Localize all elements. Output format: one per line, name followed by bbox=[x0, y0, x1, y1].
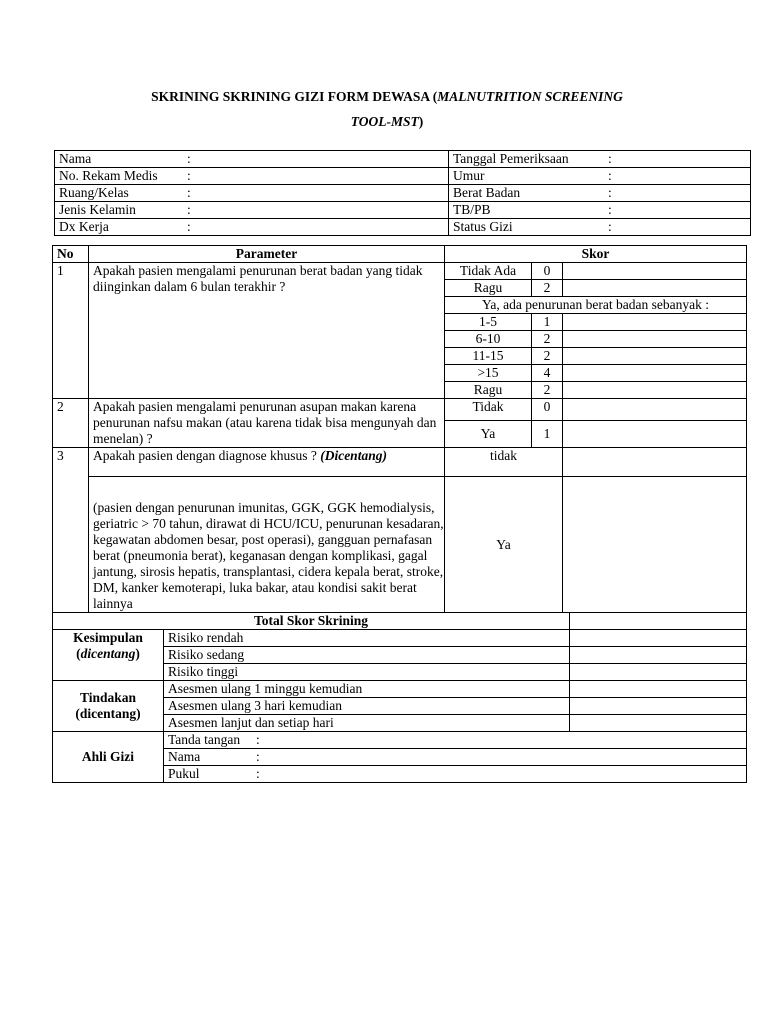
tindakan-check[interactable] bbox=[570, 715, 747, 732]
gender-field[interactable]: Jenis Kelamin : bbox=[55, 202, 449, 219]
kesimpulan-check[interactable] bbox=[570, 630, 747, 647]
q1-number: 1 bbox=[53, 263, 89, 399]
q1-range-score: 2 bbox=[532, 348, 563, 365]
weight-field[interactable]: Berat Badan : bbox=[449, 185, 751, 202]
time-field[interactable]: Pukul : bbox=[164, 766, 747, 783]
q1-range-check[interactable] bbox=[563, 365, 747, 382]
q3-check-tidak[interactable] bbox=[563, 448, 747, 477]
medical-record-field[interactable]: No. Rekam Medis : bbox=[55, 168, 449, 185]
kesimpulan-label: Kesimpulan (dicentang) bbox=[53, 630, 164, 681]
q1-range-check[interactable] bbox=[563, 314, 747, 331]
q1-text: Apakah pasien mengalami penurunan berat badan yang tidak diinginkan dalam 6 bulan terakhir ? bbox=[89, 263, 445, 399]
title-line1-italic: MALNUTRITION SCREENING bbox=[437, 89, 623, 104]
q1-check-tidak-ada[interactable] bbox=[563, 263, 747, 280]
q2-score-ya: 1 bbox=[532, 420, 563, 447]
header-row bbox=[53, 246, 747, 263]
signature-field[interactable]: Tanda tangan : bbox=[164, 732, 747, 749]
q1-range-check[interactable] bbox=[563, 382, 747, 399]
tindakan-item: Asesmen ulang 3 hari kemudian bbox=[164, 698, 570, 715]
title-line1-plain: SKRINING SKRINING GIZI FORM DEWASA ( bbox=[151, 89, 438, 104]
screening-table bbox=[52, 245, 747, 783]
q3-detail: (pasien dengan penurunan imunitas, GGK, GGK hemodialysis, geriatric > 70 tahun, dirawat di HCU/ICU, penurunan kesadaran, kegawatan abdomen besar, post operasi), gangguan pernafasan berat (pneumonia berat), keganasan dengan komplikasi, gagal jantung, sirosis hepatis, transplantasi, cidera kepala berat, stroke, DM, kanker kemoterapi, luka bakar, atau kondisi sakit berat lainnya bbox=[89, 477, 445, 613]
q1-ya-text: Ya, ada penurunan berat badan sebanyak : bbox=[445, 297, 747, 314]
q2-option-ya: Ya bbox=[445, 420, 532, 447]
tindakan-check[interactable] bbox=[570, 681, 747, 698]
identity-row bbox=[55, 151, 751, 168]
identity-table bbox=[54, 150, 751, 236]
q2-number: 2 bbox=[53, 399, 89, 448]
q3-number: 3 bbox=[53, 448, 89, 613]
nutritionist-name-field[interactable]: Nama : bbox=[164, 749, 747, 766]
name-field[interactable]: Nama : bbox=[55, 151, 449, 168]
q1-option-ragu: Ragu bbox=[445, 280, 532, 297]
form-title bbox=[60, 85, 714, 109]
q1-check-ragu[interactable] bbox=[563, 280, 747, 297]
q3-option-ya: Ya bbox=[445, 477, 563, 613]
q2-text: Apakah pasien mengalami penurunan asupan makan karena penurunan nafsu makan (atau karena tidak bisa mengunyah dan menelan) ? bbox=[89, 399, 445, 448]
kesimpulan-item: Risiko tinggi bbox=[164, 664, 570, 681]
title-line2-italic: TOOL-MST bbox=[350, 114, 419, 129]
q1-range-label: Ragu bbox=[445, 382, 532, 399]
kesimpulan-check[interactable] bbox=[570, 664, 747, 681]
q1-score-tidak-ada: 0 bbox=[532, 263, 563, 280]
identity-row bbox=[55, 168, 751, 185]
q1-range-check[interactable] bbox=[563, 348, 747, 365]
age-field[interactable]: Umur : bbox=[449, 168, 751, 185]
exam-date-field[interactable]: Tanggal Pemeriksaan : bbox=[449, 151, 751, 168]
q1-range-score: 1 bbox=[532, 314, 563, 331]
q2-check-tidak[interactable] bbox=[563, 399, 747, 421]
q1-range-score: 4 bbox=[532, 365, 563, 382]
room-class-field[interactable]: Ruang/Kelas : bbox=[55, 185, 449, 202]
q2-check-ya[interactable] bbox=[563, 420, 747, 447]
identity-row bbox=[55, 185, 751, 202]
q1-range-label: 11-15 bbox=[445, 348, 532, 365]
ahli-gizi-label: Ahli Gizi bbox=[53, 732, 164, 783]
q1-range-score: 2 bbox=[532, 382, 563, 399]
identity-row bbox=[55, 202, 751, 219]
q1-range-score: 2 bbox=[532, 331, 563, 348]
tindakan-item: Asesmen lanjut dan setiap hari bbox=[164, 715, 570, 732]
q3-emphasis: (Dicentang) bbox=[320, 448, 387, 463]
header-parameter: Parameter bbox=[89, 246, 445, 263]
kesimpulan-check[interactable] bbox=[570, 647, 747, 664]
q2-score-tidak: 0 bbox=[532, 399, 563, 421]
diagnosis-field[interactable]: Dx Kerja : bbox=[55, 219, 449, 236]
total-score-value[interactable] bbox=[570, 613, 747, 630]
q1-range-label: 1-5 bbox=[445, 314, 532, 331]
header-no: No bbox=[53, 246, 89, 263]
form-title-line2 bbox=[60, 110, 714, 134]
tindakan-check[interactable] bbox=[570, 698, 747, 715]
q1-range-label: >15 bbox=[445, 365, 532, 382]
identity-row bbox=[55, 219, 751, 236]
title-line2-plain: ) bbox=[418, 114, 424, 129]
kesimpulan-item: Risiko sedang bbox=[164, 647, 570, 664]
q2-option-tidak: Tidak bbox=[445, 399, 532, 421]
header-skor: Skor bbox=[445, 246, 747, 263]
q3-text: Apakah pasien dengan diagnose khusus ? (Dicentang) bbox=[89, 448, 445, 477]
kesimpulan-item: Risiko rendah bbox=[164, 630, 570, 647]
tindakan-item: Asesmen ulang 1 minggu kemudian bbox=[164, 681, 570, 698]
nutrition-status-field[interactable]: Status Gizi : bbox=[449, 219, 751, 236]
q1-range-check[interactable] bbox=[563, 331, 747, 348]
tindakan-label: Tindakan (dicentang) bbox=[53, 681, 164, 732]
q1-option-tidak-ada: Tidak Ada bbox=[445, 263, 532, 280]
total-score-label: Total Skor Skrining bbox=[53, 613, 570, 630]
q1-score-ragu: 2 bbox=[532, 280, 563, 297]
q1-range-label: 6-10 bbox=[445, 331, 532, 348]
q3-option-tidak: tidak bbox=[445, 448, 563, 477]
q3-check-ya[interactable] bbox=[563, 477, 747, 613]
height-field[interactable]: TB/PB : bbox=[449, 202, 751, 219]
